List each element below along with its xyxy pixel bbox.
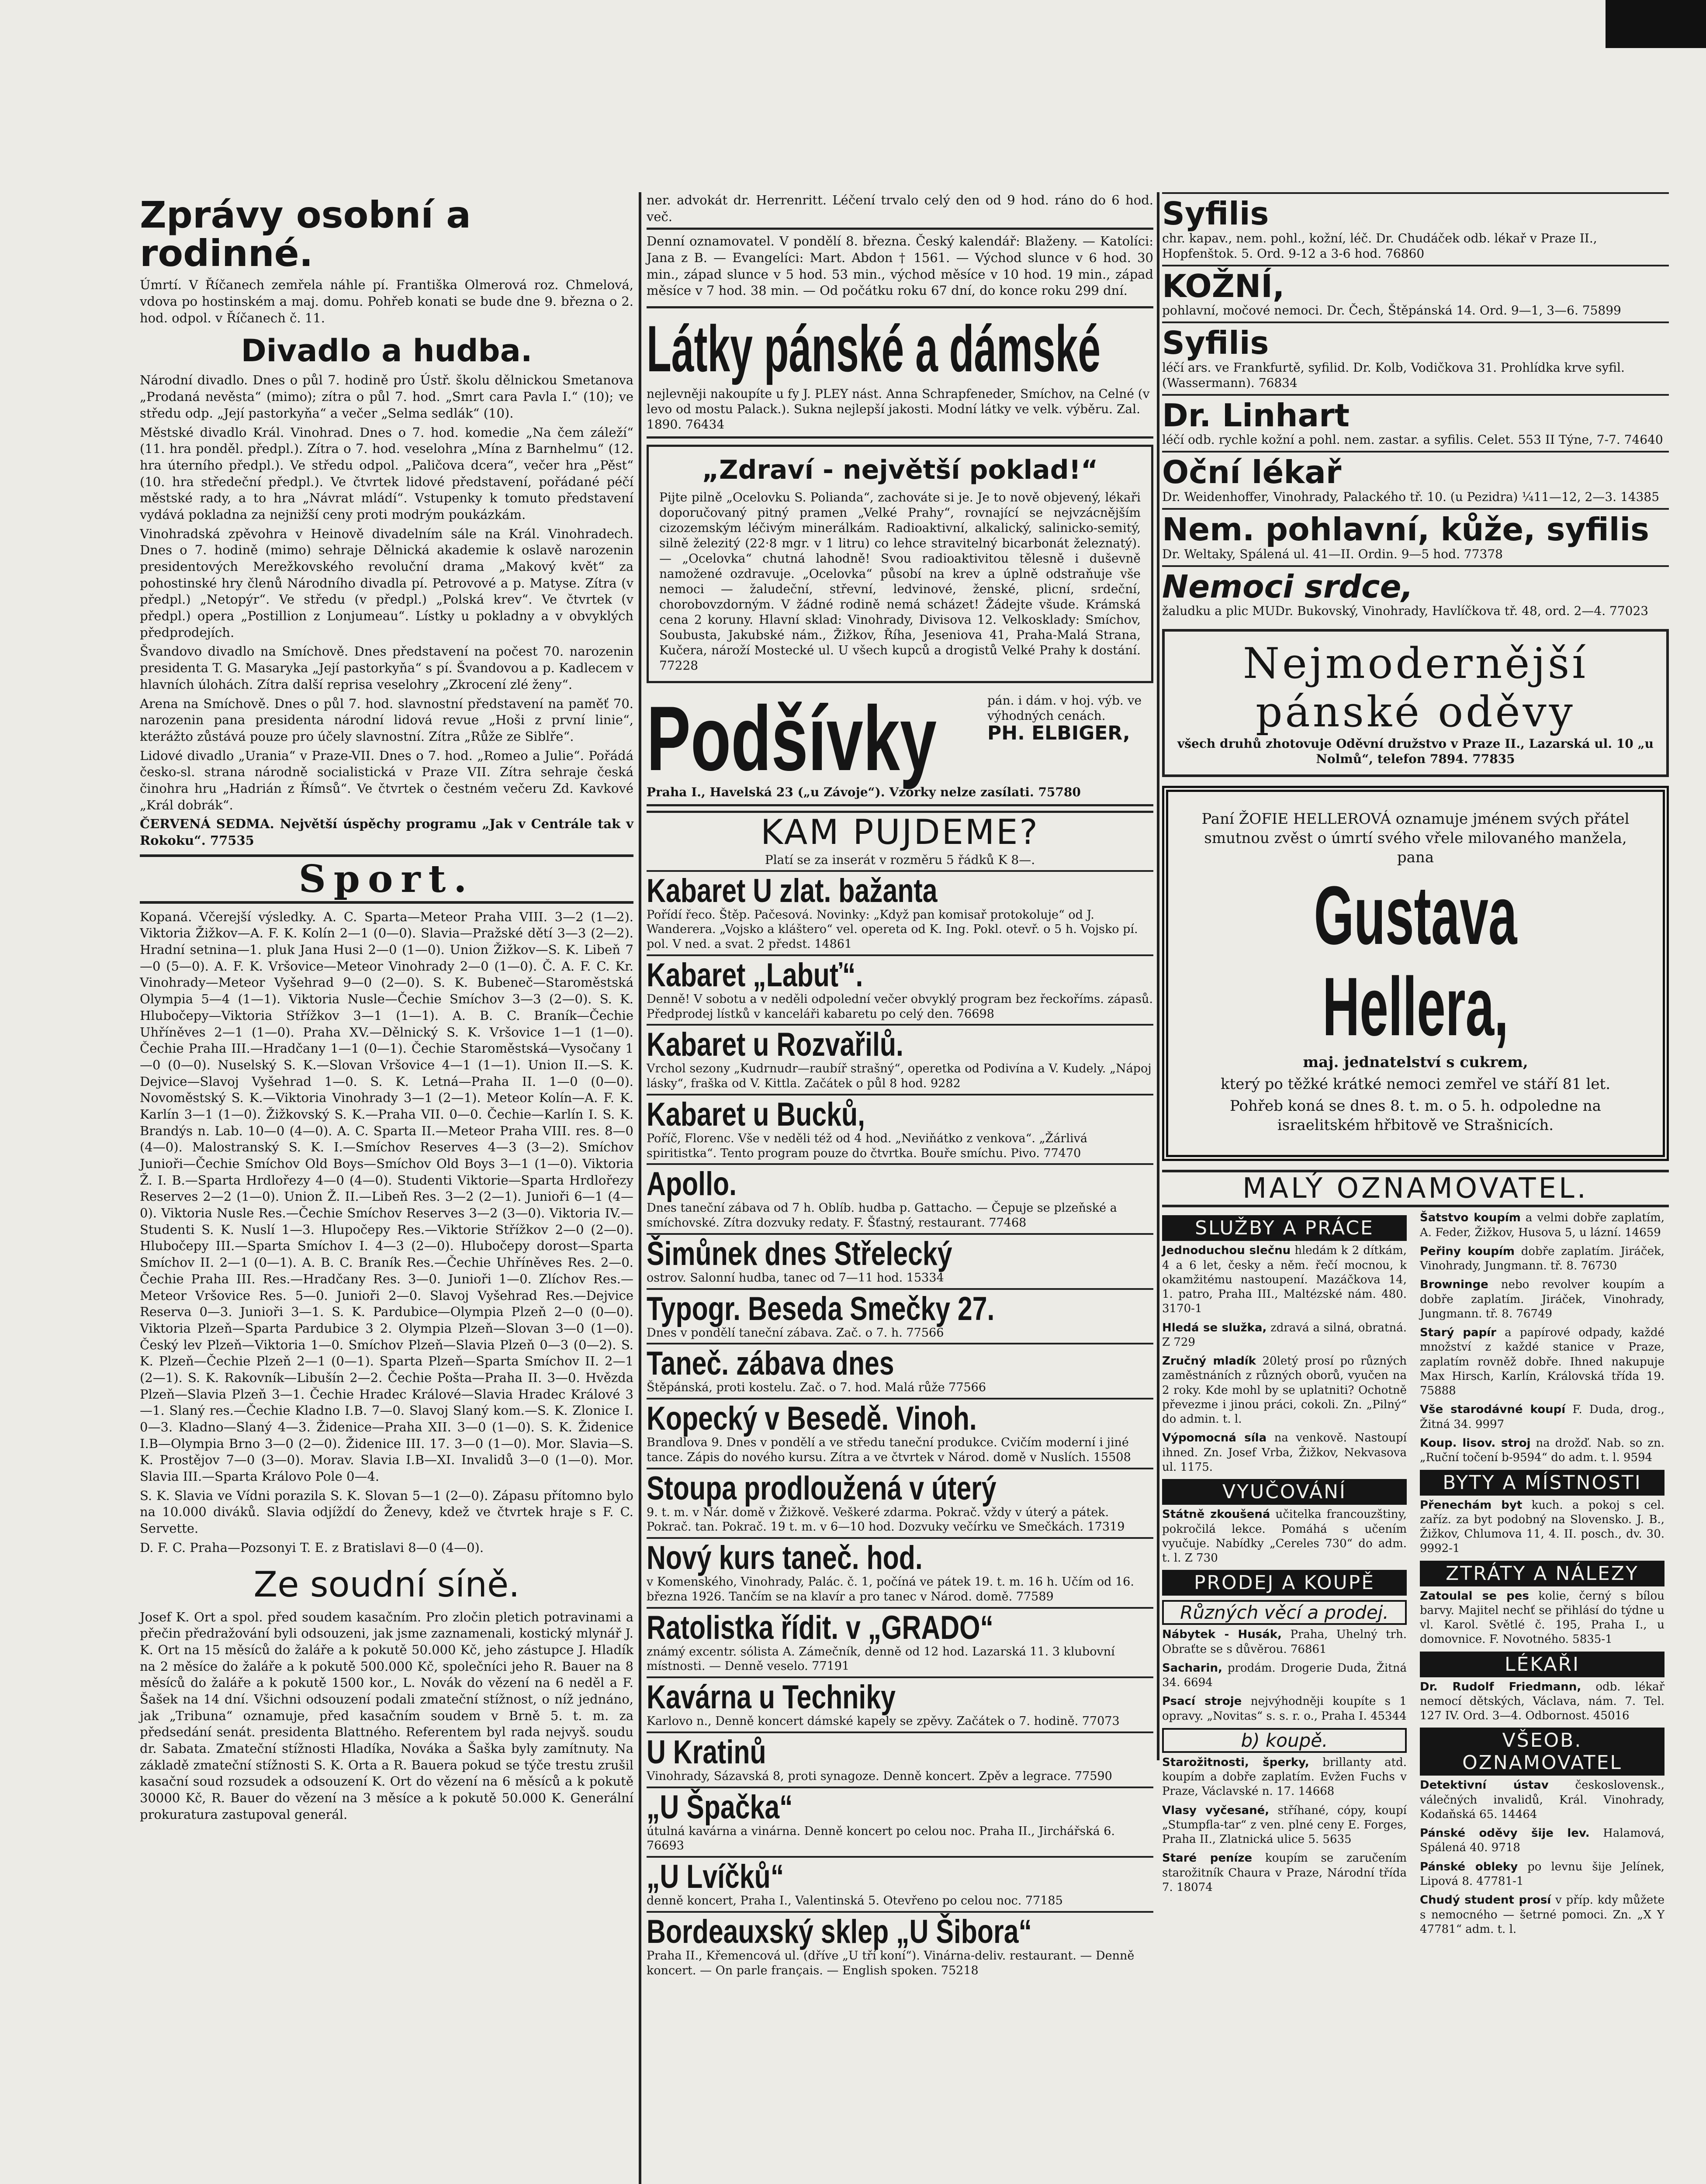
classified-title: Starý papír — [1420, 1326, 1496, 1340]
classified-item — [1420, 1860, 1664, 1889]
classified-subsection: Různých věcí a prodej. — [1162, 1600, 1407, 1625]
ad-latky — [647, 308, 1153, 439]
classified-title: Přenechám byt — [1420, 1498, 1523, 1512]
kabaret-item — [647, 1094, 1153, 1164]
classified-item — [1420, 1326, 1664, 1398]
classified-title: Pánské obleky — [1420, 1860, 1518, 1873]
ad-zdravi-text: Pijte pilně „Ocelovku S. Polianda“, zachováte si je. Je to nově objevený, lékaři doporučovaný pitný pramen „Velké Prahy“, rovnající se nejvzácnějším cizozemským léčivým minerálkám. Radioaktivní, alkalický, salinicko-semitý, silně železitý (22·8 mgr. v 1 litru) co lehce stravitelný bicarbonát železnatý). — „Ocelovka“ chutná lahodně! Svou radioaktivitou tělesně i duševně namožené ozdravuje. „Ocelovka“ působí na krev a úplně odstraňuje vše nemoci — žaludeční, střevní, ledvinové, ženské, plicní, srdeční, chorobovzdorným. V žádné rodině nemá scházet! Žádejte všude. Krámská cena 2 koruny. Hlavní sklad: Vinohrady, Divisova 12. Velkosklady: Smíchov, Soubusta, Jakubské nám., Žižkov, Říha, Jeseniova 41, Praha-Malá Strana, Kučera, nároží Mostecké ul. U všech kupců a drogistů Velké Prahy k dostání. 77228 — [659, 490, 1141, 673]
ad-podsivky-title: Podšívky — [647, 687, 937, 790]
kabaret-text: denně koncert, Praha I., Valentinská 5. Otevřeno po celou noc. 77185 — [647, 1894, 1063, 1908]
classifieds-left — [1162, 1211, 1407, 1899]
classified-text: a velmi dobře zaplatím, A. Feder, Žižkov, Husova 5, u lázní. 14659 — [1420, 1211, 1665, 1239]
classified-title: Dr. Rudolf Friedmann, — [1420, 1680, 1581, 1693]
kabaret-title: Taneč. zábava dnes — [647, 1345, 894, 1382]
column-right — [1162, 192, 1669, 1936]
classified-item — [1420, 1211, 1664, 1240]
classified-section: PRODEJ A KOUPĚ — [1162, 1570, 1407, 1596]
article-dfc: D. F. C. Praha—Pozsonyi T. E. z Bratislavi 8—0 (4—0). — [140, 1540, 484, 1555]
ad-doctor — [1162, 192, 1669, 265]
article-cervena-sedma: ČERVENÁ SEDMA. Největší úspěchy programu „Jak v Centrále tak v Rokoku“. 77535 — [140, 816, 633, 848]
ad-doctor-text: žaludku a plic MUDr. Bukovský, Vinohrady, Havlíčkova tř. 48, ord. 2—4. 77023 — [1162, 604, 1649, 619]
kabaret-text: Vinohrady, Sázavská 8, proti synagoze. Denně koncert. Zpěv a legrace. 77590 — [647, 1769, 1112, 1783]
kabaret-text: 9. t. m. v Nár. domě v Žižkově. Veškeré zdarma. Pokrač. vždy v úterý a pátek. Pokrač. tan. Pokrač. 19 t. m. v 6—10 hod. Dozvuky večírku ve Smečkách. 17319 — [647, 1505, 1125, 1534]
classified-title: Browninge — [1420, 1278, 1488, 1292]
article-slavia: S. K. Slavia ve Vídni porazila S. K. Slovan 5—1 (2—0). Zápasu přítomno bylo na 10.000 diváků. Slavia odjíždí do Ženevy, kdež ve čtvrtek hraje s F. C. Servette. — [140, 1488, 633, 1536]
classified-title: Chudý student prosí — [1420, 1894, 1551, 1907]
kabaret-title: Šimůnek dnes Střelecký — [647, 1235, 952, 1272]
classified-text: prodám. Drogerie Duda, Žitná 34. 6694 — [1162, 1661, 1407, 1690]
classified-item — [1162, 1661, 1407, 1690]
ad-doctor-title: Nem. pohlavní, kůže, syfilis — [1162, 511, 1650, 548]
classified-title: Pánské oděvy šije lev. — [1420, 1827, 1590, 1840]
ad-nejmodernejsi-title: Nejmodernější pánské oděvy — [1243, 639, 1588, 736]
kabaret-list — [647, 870, 1153, 1981]
kabaret-item — [647, 870, 1153, 954]
ad-doctor — [1162, 451, 1669, 508]
obituary-text: který po těžké krátké nemoci zemřel ve stáří 81 let. — [1220, 1075, 1611, 1093]
article-umrti: Úmrtí. V Říčanech zemřela náhle pí. Františka Olmerová roz. Chmelová, vdova po hostinském a maj. domu. Pohřeb konati se bude dne 9. března o 2. hod. odpol. v Říčanech č. 11. — [140, 277, 633, 325]
kabaret-item — [647, 1731, 1153, 1787]
kabaret-title: Typogr. Beseda Smečky 27. — [647, 1290, 995, 1327]
corner-mark — [1606, 0, 1706, 48]
classified-text: brillanty atd. koupím a dobře zaplatím. Evžen Fuchs v Praze, Václavské n. 17. 14668 — [1162, 1755, 1407, 1798]
classified-text: na drožď. Nab. so zn. „Ruční točení b-9594“ do adm. t. l. 9594 — [1420, 1436, 1665, 1465]
classified-text: Halamová, Spálená 40. 9718 — [1420, 1827, 1664, 1855]
kabaret-text: Brandlova 9. Dnes v pondělí a ve středu taneční produkce. Cvičím moderní i jiné tance. Zápis do nového kursu. Zítra a ve čtvrtek v Národ. domě v Nuslích. 15508 — [647, 1436, 1131, 1464]
classified-text: učitelka francouzštiny, pokročilá lekce. Pomáhá s učením vyučuje. Nabídky „Cereles 730“ do adm. t. l. Z 730 — [1162, 1508, 1407, 1565]
ad-podsivky — [647, 689, 1153, 806]
kabaret-text: Vrchol sezony „Kudrnudr—raubíř strašný“, operetka od Podivína a V. Kudely. „Nápoj lásky“, fraška od V. Kittla. Začátek o půl 8 hod. 9282 — [647, 1062, 1152, 1091]
kabaret-text: Dnes v pondělí taneční zábava. Zač. o 7. h. 77566 — [647, 1326, 944, 1340]
obituary-role: maj. jednatelství s cukrem, — [1303, 1053, 1528, 1071]
classified-title: Vše starodávné koupí — [1420, 1403, 1566, 1417]
classified-item — [1162, 1755, 1407, 1799]
classified-section: SLUŽBY A PRÁCE — [1162, 1215, 1407, 1241]
ad-doctor-title: Syfilis — [1162, 325, 1269, 362]
classified-text: kuch. a pokoj s cel. zaříz. za byt podobný na Slovensko. J. B., Žižkov, Chlumova 11, 4. II. posch., dv. 30. 9992-1 — [1420, 1498, 1664, 1555]
classified-text: nejvýhodněji koupíte s 1 opravy. „Novitas“ s. s. r. o., Praha I. 45344 — [1162, 1695, 1407, 1723]
kabaret-item — [647, 1163, 1153, 1233]
kabaret-item — [647, 1024, 1153, 1094]
classified-item — [1420, 1498, 1664, 1556]
classified-text: po levnu šije Jelínek, Lipová 8. 47781-1 — [1420, 1860, 1665, 1888]
kabaret-title: Ratolistka řídit. v „GRADO“ — [647, 1609, 993, 1646]
classified-text: F. Duda, drog., Žitná 34. 9997 — [1420, 1403, 1664, 1431]
ad-doctor — [1162, 321, 1669, 394]
article-zpevohra: Vinohradská zpěvohra v Heinově divadelním sále na Král. Vinohradech. Dnes o 7. hodině (mimo) sehraje Dělnická akademie k oslavě narozenin presidentových Merežkovského revoluční drama „Makový květ“ za pohostinské hry členů Národního divadla pí. Petrovové a p. Matyse. Zítra (v předpl.) „Netopýr“. Ve středu (v předpl.) „Polská krev“. Ve čtvrtek (v předpl.) opera „Postillion z Lonjumeau“. Lístky u pokladny a v obvyklých předprodejích. — [140, 526, 633, 640]
article-urania: Lidové divadlo „Urania“ v Praze-VII. Dnes o 7. hod. „Romeo a Julie“. Pořádá česko-sl. strana národně socialistická v Praze VII. Zítra sehraje česká činohra hru „Hadrián z Římsů“. Ve čtvrtek o čestném večeru Zd. Kavkové „Král dobrák“. — [140, 748, 633, 812]
kabaret-title: Kabaret u Rozvařilů. — [647, 1026, 903, 1064]
classified-item — [1162, 1507, 1407, 1565]
kabaret-item — [647, 1233, 1153, 1288]
ad-doctor-title: Oční lékař — [1162, 454, 1342, 491]
kam-pujdeme-title: KAM PUJDEME? — [647, 811, 1153, 852]
classified-title: Státně zkoušená — [1162, 1508, 1270, 1521]
ad-doctor — [1162, 508, 1669, 565]
classified-section: BYTY A MÍSTNOSTI — [1420, 1470, 1664, 1496]
section-title-soud: Ze soudní síně. — [253, 1564, 520, 1605]
classified-title: Koup. lisov. stroj — [1420, 1436, 1531, 1450]
kabaret-title: Bordeauxský sklep „U Šibora“ — [647, 1913, 1032, 1950]
ad-doctor — [1162, 394, 1669, 451]
calendar-text: Denní oznamovatel. V pondělí 8. března. Český kalendář: Blaženy. — Katolíci: Jana z B. — Evangelíci: Mart. Abdon † 1561. — Východ slunce v 6 hod. 30 min., západ slunce v 5 hod. 53 min., východ měsíce v 10 hod. 19 min., západ měsíce v 7 hod. 38 min. — Od počátku roku 67 dní, do konce roku 299 dní. — [647, 234, 1153, 298]
kabaret-text: Praha II., Křemencová ul. (dříve „U tří koní“). Vinárna-deliv. restaurant. — Denně koncert. — On parle français. — English spoken. 75218 — [647, 1949, 1135, 1977]
kabaret-item — [647, 1398, 1153, 1468]
kabaret-item — [647, 1288, 1153, 1343]
classified-title: Sacharin, — [1162, 1661, 1222, 1675]
ad-podsivky-firm: PH. ELBIGER, — [987, 722, 1130, 744]
kabaret-title: Kabaret U zlat. bažanta — [647, 872, 938, 909]
ad-doctor-text: léčí odb. rychle kožní a pohl. nem. zastar. a syfilis. Celet. 553 II Týne, 7-7. 74640 — [1162, 432, 1663, 447]
classified-item — [1420, 1826, 1664, 1856]
column-rule — [639, 192, 641, 2184]
ad-doctor-title: KOŽNÍ, — [1162, 267, 1285, 304]
classified-text: československ., válečných invalidů, Král. Vinohrady, Kodaňská 65. 14464 — [1420, 1779, 1664, 1821]
ad-doctor-title: Syfilis — [1162, 195, 1269, 232]
section-title-sport: Sport. — [140, 854, 633, 904]
classified-item — [1162, 1244, 1407, 1316]
article-top: ner. advokát dr. Herrenritt. Léčení trvalo celý den od 9 hod. ráno do 6 hod. več. — [647, 193, 1153, 224]
kabaret-text: Štěpánská, proti kostelu. Zač. o 7. hod. Malá růže 77566 — [647, 1381, 986, 1395]
classified-text: odb. lékař nemocí dětských, Václava, nám. 7. Tel. 127 IV. Ord. 3—4. Odbornost. 45016 — [1420, 1680, 1665, 1723]
classified-section: VYUČOVÁNÍ — [1162, 1479, 1407, 1505]
maly-oznamovatel-title: MALÝ OZNAMOVATEL. — [1162, 1170, 1669, 1207]
kabaret-title: Apollo. — [647, 1165, 737, 1203]
kabaret-text: Poříč, Florenc. Vše v neděli též od 4 hod. „Neviňátko z venkova“. „Žárlivá spiritistka“. Tento program pouze do čtvrtka. Bouře smíchu. Pivo. 77470 — [647, 1131, 1087, 1160]
ad-nejmodernejsi — [1162, 629, 1669, 777]
article-arena: Arena na Smíchově. Dnes o půl 7. hod. slavnostní představení na paměť 70. narozenin pana presidenta národní lidová revue „Hoši z první linie“, kterážto zůstává pouze pro účely slavnostní. Zítra „Růže ze Siblře“. — [140, 696, 633, 744]
calendar-block — [647, 228, 1153, 308]
kabaret-item — [647, 1607, 1153, 1677]
classified-item — [1420, 1589, 1664, 1647]
ad-doctor-text: pohlavní, močové nemoci. Dr. Čech, Štěpánská 14. Ord. 9—1, 3—6. 75899 — [1162, 303, 1621, 318]
obituary-funeral: Pohřeb koná se dnes 8. t. m. o 5. h. odpoledne na israelitském hřbitově ve Strašnicích. — [1230, 1097, 1601, 1134]
classified-text: na venkově. Nastoupí ihned. Zn. Josef Vrba, Žižkov, Nekvasova ul. 1175. — [1162, 1431, 1407, 1474]
classified-subsection: b) koupě. — [1162, 1728, 1407, 1753]
kabaret-title: „U Lvíčků“ — [647, 1858, 784, 1896]
section-title-divadlo: Divadlo a hudba. — [241, 333, 533, 369]
classified-title: Staré peníze — [1162, 1852, 1253, 1865]
classified-section: LÉKAŘI — [1420, 1652, 1664, 1677]
ad-doctor-title: Dr. Linhart — [1162, 397, 1350, 434]
kabaret-text: v Komenského, Vinohrady, Palác. č. 1, počíná ve pátek 19. t. m. 16 h. Učím od 16. března 1926. Tančím se na klavír a pro tanec v Národ. domě. 77589 — [647, 1575, 1134, 1603]
classified-item — [1420, 1893, 1664, 1937]
classified-item — [1420, 1778, 1664, 1822]
kabaret-text: útulná kavárna a vinárna. Denně koncert po celou noc. Praha II., Jirchářská 6. 76693 — [647, 1824, 1115, 1853]
classified-item — [1162, 1694, 1407, 1724]
kabaret-text: Pořídí řeco. Štěp. Pačesová. Novinky: „Když pan komisař protokoluje“ od J. Wanderera. „Vojsko a kláštero“ vel. opereta od K. Ing. Pokl. otevř. o 5 h. Vojsko pí. pol. V ned. a svat. 2 předst. 14861 — [647, 908, 1138, 951]
ad-zdravi-title: „Zdraví - největší poklad!“ — [702, 454, 1098, 485]
classified-title: Zručný mladík — [1162, 1355, 1256, 1368]
obituary-name: Gustava Hellera, — [1314, 869, 1517, 1053]
article-ort: Josef K. Ort a spol. před soudem kasačním. Pro zločin pletich potravinami a přečin předražování byli odsouzeni, jak jsme zaznamenali, kostický mlynář J. K. Ort na 15 měsíců do žaláře a k pokutě 50.000 Kč, jeho zástupce J. Hladík na 2 měsíce do žaláře a k pokutě 500.000 Kč, společníci jeho R. Bauer na 8 měsíců do žaláře a k pokutě 1500 kor., L. Novák do vězení na 6 neděl a F. Šašek na 14 dní. Všichni odsouzení podali zmateční stížnost, o níž jednáno, jak „Tribuna“ oznamuje, před kasačním soudem v Brně 5. t. m. za předsedání senát. presidenta Blattného. Referentem byl rada nejvyš. soudu dr. Sabata. Zmateční stížnosti Hladíka, Nováka a Šaška byly zamítnuty. Na základě zmateční stížnosti S. K. Orta a R. Bauera pokud se týče trestu zrušil kasační soud rozsudek a odsouzení K. Ort do vězení na 6 měsíců a k pokutě 30000 Kč, R. Bauer do vězení na 3 měsíce a k pokutě 50.000 K. Generální prokuratura zastupoval generál. — [140, 1609, 633, 1822]
ad-zdravi — [647, 445, 1153, 683]
ad-podsivky-addr: Praha I., Havelská 23 („u Závoje“). Vzorky nelze zasílati. 75780 — [647, 784, 1081, 799]
article-narodni: Národní divadlo. Dnes o půl 7. hodině pro Ústř. školu dělnickou Smetanova „Prodaná nevěsta“ (mimo); zítra o půl 7. hod. „Smrt cara Pavla I.“ (10); ve středu odp. „Její pastorkyňa“ a večer „Selma sedlák“ (10). — [140, 373, 633, 421]
classified-item — [1162, 1851, 1407, 1895]
article-mestske: Městské divadlo Král. Vinohrad. Dnes o 7. hod. komedie „Na čem záleží“ (11. hra ponděl. předpl.). Zítra o 7. hod. veselohra „Mína z Barnhelmu“ (12. hra úterního předpl.). Ve středu odpol. „Paličova dcera“, večer hra „Pěst“ (10. hra středeční předpl.). Ve čtvrtek lidové představení, pořádané péčí městské rady, a to hra „Návrat mládí“. Vstupenky k tomuto představení vydává pokladna za nejnižší ceny proti modrým poukázkám. — [140, 425, 633, 522]
classified-item — [1162, 1628, 1407, 1657]
classified-title: Nábytek - Husák, — [1162, 1628, 1282, 1641]
ad-doctor — [1162, 565, 1669, 622]
classified-item — [1420, 1403, 1664, 1432]
classified-item — [1420, 1436, 1664, 1465]
kabaret-text: ostrov. Salonní hudba, tanec od 7—11 hod. 15334 — [647, 1271, 944, 1285]
ad-nejmodernejsi-sub: všech druhů zhotovuje Oděvní družstvo v Praze II., Lazarská ul. 10 „u Nolmů“, telefon 7894. 77835 — [1177, 736, 1654, 766]
classified-title: Peřiny koupím — [1420, 1244, 1515, 1258]
classified-title: Vlasy vyčesané, — [1162, 1804, 1270, 1817]
column-middle — [647, 192, 1153, 1977]
classified-item — [1162, 1804, 1407, 1847]
ad-doctor — [1162, 265, 1669, 322]
classified-title: Hledá se služka, — [1162, 1321, 1267, 1334]
column-rule — [1157, 192, 1159, 1760]
ad-doctor-text: chr. kapav., nem. pohl., kožní, léč. Dr. Chudáček odb. lékař v Praze II., Hopfenštok. 5. Ord. 9-12 a 3-6 hod. 76860 — [1162, 231, 1597, 261]
section-title-zpravy: Zprávy osobní a rodinné. — [140, 194, 471, 275]
classified-title: Zatoulal se pes — [1420, 1589, 1529, 1603]
classified-section: ZTRÁTY A NÁLEZY — [1420, 1561, 1664, 1586]
classified-text: kolie, černý s bílou barvy. Majitel nechť se přihlásí do týdne u vl. Karol. Světlé č. 195, Praha I., u domovnice. F. Novotného. 5835-1 — [1420, 1589, 1664, 1646]
kabaret-item — [647, 1343, 1153, 1398]
kabaret-title: Kabaret u Bucků, — [647, 1095, 865, 1133]
classified-item — [1420, 1278, 1664, 1321]
kam-pujdeme-sub: Platí se za inserát v rozměru 5 řádků K 8—. — [765, 852, 1035, 867]
article-svandovo: Švandovo divadlo na Smíchově. Dnes představení na počest 70. narozenin presidenta T. G. Masaryka „Její pastorkyňa“ s pí. Švandovou a p. Kadlecem v hlavních úlohách. Zítra další reprisa veselohry „Zkrocení zlé ženy“. — [140, 644, 633, 692]
kabaret-title: Kopecký v Besedě. Vinoh. — [647, 1400, 977, 1438]
kabaret-text: Denně! V sobotu a v neděli odpolední večer obvyklý program bez řeckoříms. zápasů. Předprodej lístků v kanceláři kabaretu po celý den. 76698 — [647, 992, 1153, 1021]
classified-text: nebo revolver koupím a dobře zaplatím. Jiráček, Vinohrady, Jungmann. tř. 8. 76749 — [1420, 1278, 1664, 1320]
classified-text: hledám k 2 dítkám, 4 a 6 let, česky a něm. řečí mocnou, k okamžitému nastoupení. Mazáčkova 14, 1. patro, Praha III., Maltézské nám. 480. 3170-1 — [1162, 1244, 1407, 1316]
kabaret-item — [647, 1676, 1153, 1731]
classified-item — [1162, 1321, 1407, 1350]
classified-text: 20letý prosí po různých zaměstnáních z různých oborů, vyučen na 2 roky. Kde mohl by se uplatniti? Ochotně převezme i jinou práci, cokoli. Zn. „Pilný“ do admin. t. l. — [1162, 1355, 1407, 1426]
obituary-intro: Paní ŽOFIE HELLEROVÁ oznamuje jménem svých přátel smutnou zvěst o úmrtí svého vřele milovaného manžela, pana — [1201, 810, 1630, 867]
ad-doctor-text: Dr. Weltaky, Spálená ul. 41—II. Ordin. 9—5 hod. 77378 — [1162, 546, 1503, 561]
kabaret-item — [647, 1856, 1153, 1911]
classified-text: zdravá a silná, obratná. Z 729 — [1162, 1321, 1407, 1349]
kabaret-text: Karlovo n., Denně koncert dámské kapely se zpěvy. Začátek o 7. hodině. 77073 — [647, 1714, 1120, 1728]
obituary — [1162, 786, 1669, 1161]
classified-title: Šatstvo koupím — [1420, 1211, 1521, 1225]
classified-title: Starožitnosti, šperky, — [1162, 1755, 1309, 1769]
kabaret-title: Stoupa prodloužená v úterý — [647, 1469, 997, 1507]
classified-text: a papírové odpady, každé množství z každé stanice v Praze, zaplatím rovněž dobře. Ihned nakupuje Max Hirsch, Karlín, Královská třída 19. 75888 — [1420, 1326, 1665, 1398]
classified-item — [1420, 1244, 1664, 1274]
classified-text: v příp. kdy můžete s nemocného — šetrné pomoci. Zn. „X Y 47781“ adm. t. l. — [1420, 1894, 1665, 1936]
article-kopana: Kopaná. Včerejší výsledky. A. C. Sparta—Meteor Praha VIII. 3—2 (1—2). Viktoria Žižkov—A. F. K. Kolín 2—1 (0—0). Slavia—Pražské dětí 3—3 (2—2). Hradní setnina—1. pluk Jana Husi 2—0 (1—0). Union Žižkov—S. K. Libeň 7—0 (5—0). A. F. K. Vršovice—Meteor Vinohrady 2—0 (1—0). Č. A. F. C. Kr. Vinohrady—Meteor Vyšehrad 9—0 (2—0). S. K. Bubeneč—Staroměstská Olympia 5—4 (1—1). Viktoria Nusle—Čechie Smíchov 3—3 (2—0). S. K. Hlubočepy—Viktoria Střížkov 3—1 (1—1). A. B. C. Braník—Čechie Uhříněves 2—1 (1—0). Praha XV.—Dělnický S. K. Vršovice 1—1 (1—0). Čechie Praha III.—Hradčany 1—1 (0—1). Čechie Staroměstská—Vysočany 1—0 (0—0). Nuselský S. K.—Slovan Vršovice 4—1 (1—1). Union II.—S. K. Dejvice—Slavoj Vyšehrad 1—0. S. K. Letná—Praha II. 1—0 (0—0). Novoměstský S. K.—Viktoria Vinohrady 3—1 (2—1). Meteor Kolín—A. F. K. Karlín 3—1 (1—0). Žižkovský S. K.—Praha VII. 0—0. Čechie—Karlín I. S. K. Brandýs n. Lab. 10—0 (4—0). A. C. Sparta II.—Meteor Praha VIII. res. 8—0 (4—0). Malostranský S. K. I.—Smíchov Reserves 4—3 (3—2). Smíchov Junioři—Čechie Smíchov Old Boys—Smíchov Old Boys 3—1 (1—0). Viktoria Ž. I. B.—Sparta Hrdlořezy 4—0 (4—0). Studenti Viktorie—Sparta Hrdlořezy Reserves 2—2 (1—0). Union Ž. II.—Libeň Res. 3—2 (2—1). Junioři 6—1 (4—0). Viktoria Nusle Res.—Čechie Smíchov Reserves 3—2 (3—0). Viktoria IV.—Studenti S. K. Nuslí 1—3. Hlupočepy Res.—Viktorie Střížkov 2—0 (2—0). Hlubočepy III.—Sparta Smíchov I. 4—3 (2—0). Hlubočepy dorost—Sparta Smíchov II. 2—1 (0—1). A. B. C. Braník Res.—Čechie Uhříněves Res. 2—0. Čechie Praha III. Res.—Hradčany Res. 3—0. Junioři 1—0. Zlíchov Res.—Meteor Vršovice Res. 5—0. Junioři 2—0. Slavoj Vyšehrad Res.—Dejvice Reserva 0—3. Junioři 3—1. S. K. Pardubice—Olympia Plzeň 2—0 (0—0). Viktoria Plzeň—Sparta Pardubice 3 2. Olympia Plzeň—Slovan 3—0 (1—0). Český lev Plzeň—Viktoria 1—0. Smíchov Plzeň—Slavia Plzeň 0—3 (0—2). S. K. Plzeň—Čechie Plzeň 2—1 (0—1). Sparta Plzeň—Sparta Smíchov II. 2—1 (2—1). S. K. Rakovník—Libušín 2—2. Čechie Pošta—Praha II. 3—0. Hvězda Plzeň—Slavia Plzeň 3—1. Čechie Hradec Králové—Slavia Hradec Králové 3—1. Slaný res.—Čechie Kladno I.B. 7—0. Slavoj Slaný kom.—S. K. Zlonice I. 0—3. Kladno—Slaný 4—3. Židenice—Praha XII. 3—0 (1—0). S. K. Židenice I.B—Olympia Brno 3—0 (2—0). Židenice III. 17. 3—0 (1—0). Mor. Slavia—S. K. Prostějov 7—0 (3—0). Morav. Slavia I.B—XI. Invalidů 3—0 (1—0). Mor. Slavia III.—Sparta Královo Pole 0—4. — [140, 909, 633, 1484]
ad-doctor-text: Dr. Weidenhoffer, Vinohrady, Palackého tř. 10. (u Pezidra) ¼11—12, 2—3. 14385 — [1162, 489, 1660, 504]
classified-title: Jednoduchou slečnu — [1162, 1244, 1291, 1258]
kabaret-title: Kabaret „Labuť“. — [647, 956, 863, 994]
classified-title: Výpomocná síla — [1162, 1431, 1267, 1445]
ad-latky-text: nejlevněji nakoupíte u fy J. PLEY nást. Anna Schrapfeneder, Smíchov, na Celné (v levo od mostu Palack.). Sukna nejlepší jakosti. Modní látky ve velk. výběru. Zal. 1890. 76434 — [647, 386, 1150, 432]
kabaret-item — [647, 1468, 1153, 1538]
classified-text: dobře zaplatím. Jiráček, Vinohrady, Jungmann. tř. 8. 76730 — [1420, 1244, 1665, 1273]
kabaret-title: U Kratinů — [647, 1733, 766, 1771]
ad-doctor-text: léčí ars. ve Frankfurtě, syfilid. Dr. Kolb, Vodičkova 31. Prohlídka krve syfil. (Wassermann). 76834 — [1162, 360, 1625, 390]
kabaret-item — [647, 1537, 1153, 1607]
classified-item — [1162, 1354, 1407, 1427]
kabaret-item — [647, 1787, 1153, 1856]
classified-text: stříhané, cópy, koupí „Stumpfla-tar“ z ven. plné ceny E. Forges, Praha II., Zlatnická ulice 5. 5635 — [1162, 1804, 1407, 1846]
kabaret-title: Kavárna u Techniky — [647, 1679, 896, 1716]
ad-latky-title: Látky pánské a dámské — [647, 312, 1101, 386]
classified-title: Psací stroje — [1162, 1695, 1242, 1708]
classifieds-right — [1420, 1211, 1664, 1941]
classified-title: Detektivní ústav — [1420, 1779, 1549, 1792]
ad-podsivky-side: pán. i dám. v hoj. výb. ve výhodných cenách. — [987, 693, 1142, 723]
kabaret-title: „U Špačka“ — [647, 1788, 793, 1826]
classified-text: Praha, Uhelný trh. Obraťte se s důvěrou. 76861 — [1162, 1628, 1407, 1656]
kabaret-text: známý excentr. sólista A. Zámečník, denně od 12 hod. Lazarská 11. 3 klubovní místnosti. — Denně veselo. 77191 — [647, 1645, 1115, 1673]
column-left — [140, 192, 633, 2184]
kabaret-item — [647, 954, 1153, 1024]
kabaret-text: Dnes taneční zábava od 7 h. Oblíb. hudba p. Gattacho. — Čepuje se plzeňské a smíchovské. Zítra dozvuky redaty. F. Šťastný, restaurant. 77468 — [647, 1201, 1117, 1230]
classified-item — [1162, 1431, 1407, 1475]
kabaret-title: Nový kurs taneč. hod. — [647, 1539, 923, 1577]
ad-doctor-title: Nemoci srdce, — [1162, 568, 1413, 605]
classified-section: VŠEOB. OZNAMOVATEL — [1420, 1728, 1664, 1776]
classified-text: koupím se zaručením starožitník Chaura v Praze, Národní třída 7. 18074 — [1162, 1852, 1407, 1894]
kabaret-item — [647, 1911, 1153, 1981]
classified-item — [1420, 1680, 1664, 1724]
